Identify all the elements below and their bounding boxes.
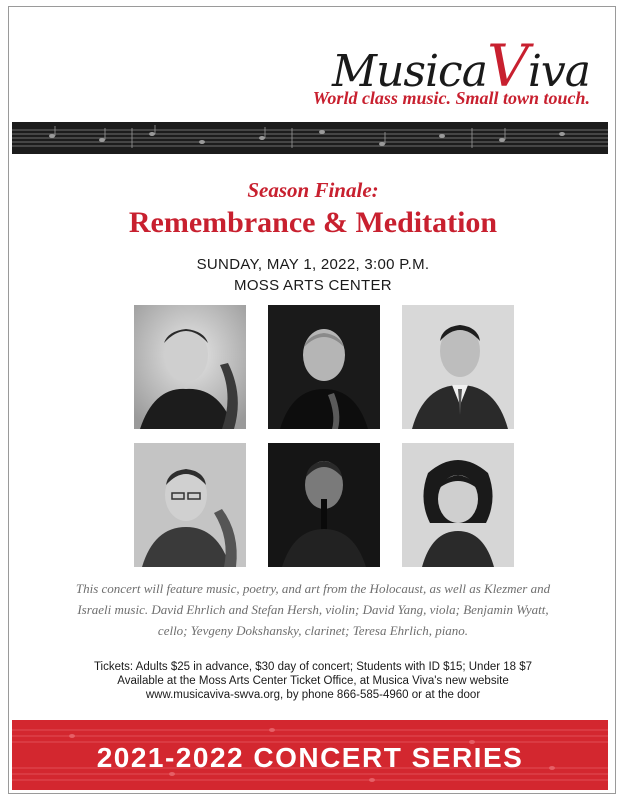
performer-photo-violist <box>402 305 514 429</box>
logo-musica: Musica <box>332 46 487 97</box>
tagline: World class music. Small town touch. <box>312 88 590 108</box>
ticket-contact: www.musicaviva-swva.org, by phone 866-585-4960 or at the door <box>145 689 481 701</box>
performer-photo-clarinetist <box>268 443 380 567</box>
performer-photo-pianist <box>402 443 514 567</box>
event-subtitle: Season Finale: <box>247 178 379 202</box>
musica-viva-logo <box>290 14 590 114</box>
event-title: Remembrance & Meditation <box>128 206 498 239</box>
music-staff-band <box>12 122 608 154</box>
logo-v: V <box>486 32 528 100</box>
event-venue: MOSS ARTS CENTER <box>234 277 392 294</box>
performer-photo-violinist-2 <box>268 305 380 429</box>
event-datetime: SUNDAY, MAY 1, 2022, 3:00 P.M. <box>196 256 430 273</box>
concert-series-banner <box>12 720 608 790</box>
ticket-info <box>40 660 586 702</box>
concert-description: This concert will feature music, poetry, and art from the Holocaust, as well as Klezmer and Israeli music. David Ehrlich and Stefan Hersh, violin; David Yang, viola; Benjamin Wyatt, cello; Yevgeny Dokshansky, clarinet; Teresa Ehrlich, piano. <box>75 581 551 638</box>
performer-photo-violinist-1 <box>134 305 246 429</box>
music-staff-icon <box>12 122 608 154</box>
logo-iva: iva <box>527 46 590 97</box>
performer-photo-cellist <box>134 443 246 567</box>
concert-series-title: 2021-2022 CONCERT SERIES <box>96 742 524 773</box>
ticket-prices: Tickets: Adults $25 in advance, $30 day of concert; Students with ID $15; Under 18 $7 <box>93 661 533 673</box>
ticket-availability: Available at the Moss Arts Center Ticket Office, at Musica Viva's new website <box>117 675 509 687</box>
